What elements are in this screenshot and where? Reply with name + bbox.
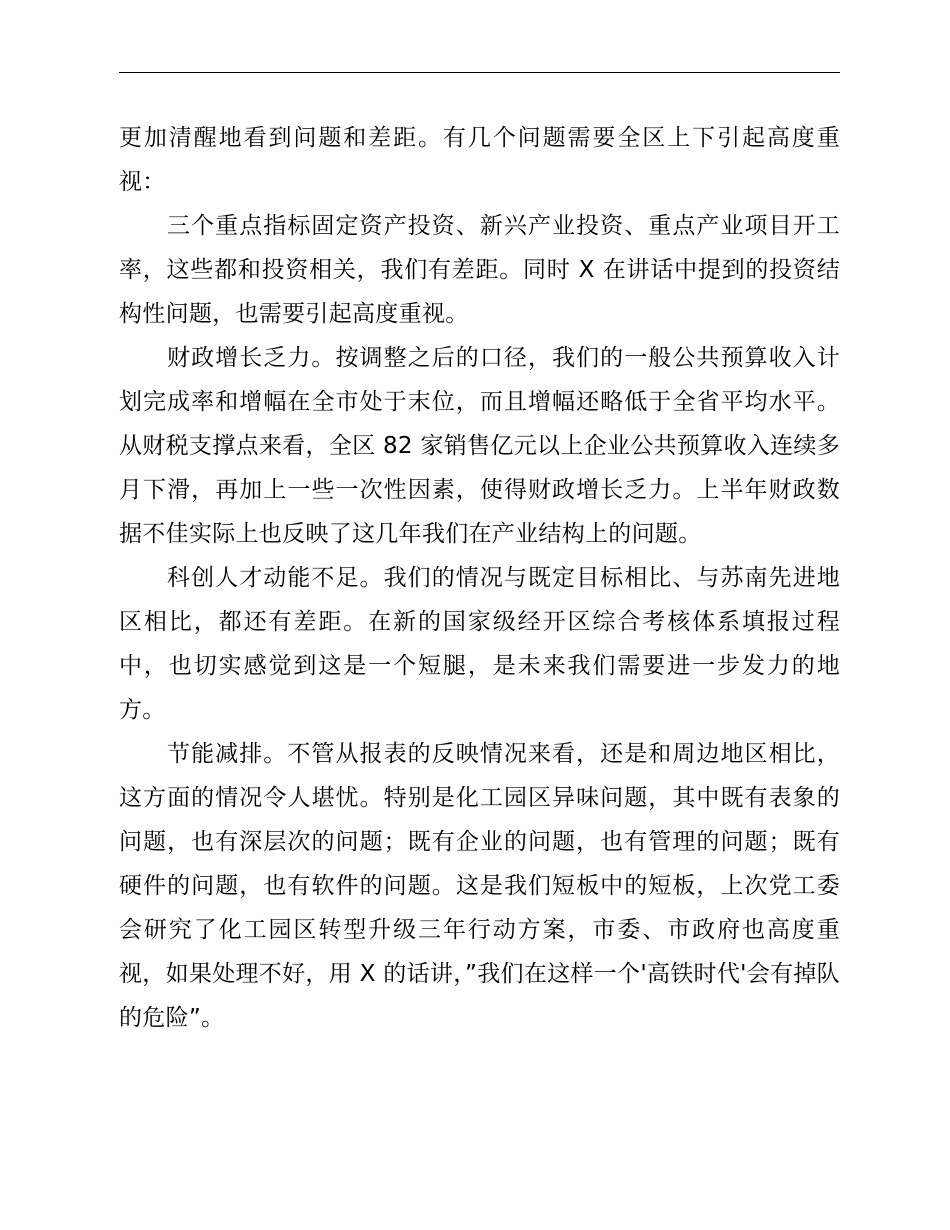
paragraph-innovation-talent: 科创人才动能不足。我们的情况与既定目标相比、与苏南先进地区相比，都还有差距。在新的国家级经开区综合考核体系填报过程中，也切实感觉到这是一个短腿，是未来我们需要进一步发力的地方。	[119, 565, 840, 723]
header-rule	[119, 72, 840, 73]
paragraph-finance: 财政增长乏力。按调整之后的口径，我们的一般公共预算收入计划完成率和增幅在全市处于末位，而且增幅还略低于全省平均水平。从财税支撑点来看，全区 82 家销售亿元以上企业公共预算收入连续多月下滑，再加上一些一次性因素，使得财政增长乏力。上半年财政数据不佳实际上也反映了这几年我们在产业结构上的问题。	[119, 345, 840, 547]
paragraph-continuation: 更加清醒地看到问题和差距。有几个问题需要全区上下引起高度重视：	[119, 125, 840, 195]
paragraph-energy-emissions: 节能减排。不管从报表的反映情况来看，还是和周边地区相比，这方面的情况令人堪忧。特别是化工园区异味问题，其中既有表象的问题，也有深层次的问题；既有企业的问题，也有管理的问题；既有硬件的问题，也有软件的问题。这是我们短板中的短板，上次党工委会研究了化工园区转型升级三年行动方案，市委、市政府也高度重视，如果处理不好，用 X 的话讲，”我们在这样一个'高铁时代'会有掉队的危险”。	[119, 741, 840, 1031]
document-body	[119, 116, 840, 1040]
paragraph-investment: 三个重点指标固定资产投资、新兴产业投资、重点产业项目开工率，这些都和投资相关，我们有差距。同时 X 在讲话中提到的投资结构性问题，也需要引起高度重视。	[119, 213, 840, 327]
